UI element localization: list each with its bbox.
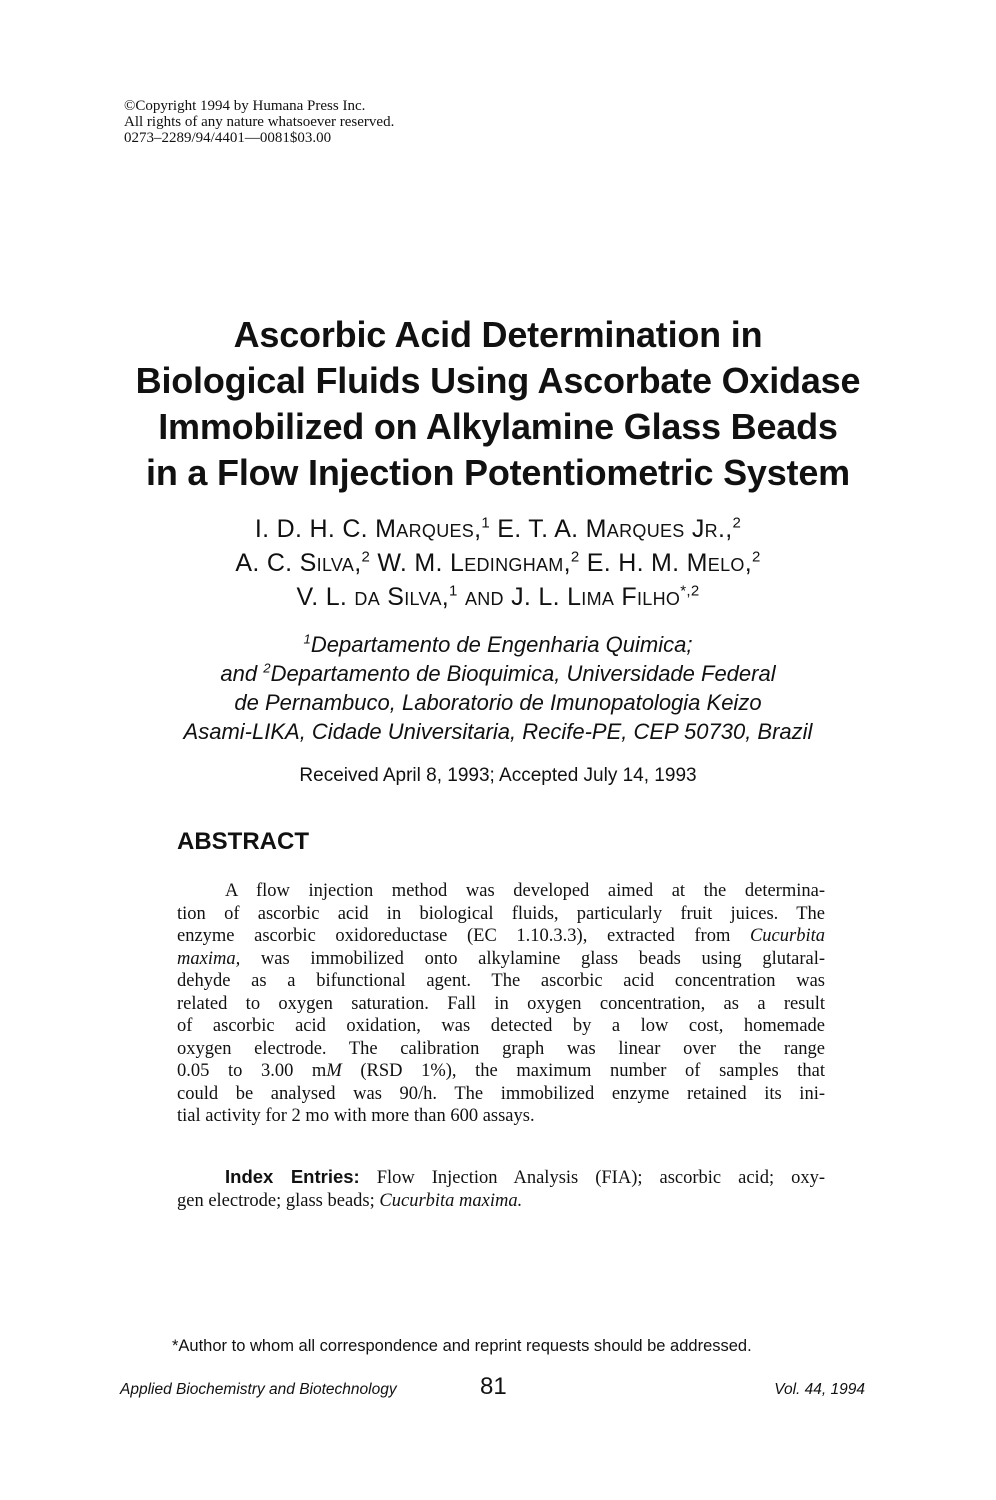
abstract-line: related to oxygen saturation. Fall in oxygen concentration, as a result [177, 993, 825, 1014]
abstract-line: A flow injection method was developed aimed at the determina- [225, 881, 825, 901]
affiliations [0, 630, 996, 746]
rights-line: All rights of any nature whatsoever reserved. [124, 114, 395, 130]
title-line: Biological Fluids Using Ascorbate Oxidase [135, 360, 861, 401]
corresponding-author-footnote: *Author to whom all correspondence and reprint requests should be addressed. [172, 1337, 752, 1355]
author-affiliation-mark: 2 [361, 548, 371, 566]
author-affiliation-mark: 1 [449, 582, 458, 600]
affiliation-line: Departamento de Engenharia Quimica; [310, 632, 693, 657]
author-affiliation-mark: 2 [732, 514, 742, 532]
author-name: V. L. da Silva, [296, 583, 450, 611]
abstract-line: tion of ascorbic acid in biological fluids, particularly fruit juices. The [177, 903, 825, 924]
author-name: E. H. M. Melo, [586, 549, 752, 577]
author-conjunction: and [464, 583, 504, 611]
received-dates: Received April 8, 1993; Accepted July 14, 1993 [299, 765, 697, 786]
journal-name: Applied Biochemistry and Biotechnology [120, 1381, 397, 1398]
index-entries-label: Index Entries: [225, 1166, 360, 1187]
author-affiliation-mark: *,2 [680, 582, 700, 600]
species-name: maxima, [177, 948, 241, 969]
abstract-heading: ABSTRACT [177, 828, 309, 855]
species-name: Cucurbita maxima. [379, 1190, 523, 1211]
abstract-line: 0.05 to 3.00 mM (RSD 1%), the maximum number of samples that [177, 1061, 826, 1081]
affiliation-mark: 2 [263, 660, 271, 676]
author-name: W. M. Ledingham, [377, 549, 571, 577]
author-affiliation-mark: 1 [481, 514, 491, 532]
abstract-line: tial activity for 2 mo with more than 600 assays. [177, 1106, 535, 1126]
index-entries-line: Index Entries: Flow Injection Analysis (FIA); ascorbic acid; oxy- [225, 1166, 825, 1188]
title-line: Immobilized on Alkylamine Glass Beads [158, 406, 838, 447]
author-list [0, 512, 996, 614]
abstract-line: of ascorbic acid oxidation, was detected by a low cost, homemade [177, 1016, 825, 1036]
abstract-line: could be analysed was 90/h. The immobilized enzyme retained its ini- [177, 1083, 825, 1104]
species-name: Cucurbita [749, 926, 825, 946]
copyright-notice [124, 98, 394, 146]
title-line: in a Flow Injection Potentiometric System [146, 452, 850, 493]
page-number: 81 [480, 1373, 507, 1400]
author-affiliation-mark: 2 [570, 548, 580, 566]
index-entries [177, 1166, 825, 1212]
page-footer [120, 1373, 865, 1407]
title-line: Ascorbic Acid Determination in [233, 314, 763, 355]
abstract-line: maxima, was immobilized onto alkylamine glass beads using glutaral- [177, 948, 825, 969]
author-affiliation-mark: 2 [751, 548, 761, 566]
abstract-body [177, 880, 825, 1128]
abstract-line: oxygen electrode. The calibration graph was linear over the range [177, 1038, 825, 1059]
affiliation-line: de Pernambuco, Laboratorio de Imunopatologia Keizo [234, 690, 762, 715]
affiliation-conjunction: and [220, 661, 264, 686]
author-name: E. T. A. Marques Jr., [497, 515, 733, 543]
volume-year: Vol. 44, 1994 [774, 1381, 865, 1398]
author-name: I. D. H. C. Marques, [254, 515, 482, 543]
article-code-line: 0273–2289/94/4401—0081$03.00 [124, 130, 332, 146]
index-entries-line: gen electrode; glass beads; Cucurbita maxima. [177, 1190, 523, 1211]
affiliation-line: Asami-LIKA, Cidade Universitaria, Recife-PE, CEP 50730, Brazil [183, 719, 813, 744]
article-title [0, 312, 996, 496]
abstract-line: dehyde as a bifunctional agent. The ascorbic acid concentration was [177, 971, 825, 991]
abstract-line: enzyme ascorbic oxidoreductase (EC 1.10.3.3), extracted from Cucurbita [177, 926, 825, 946]
affiliation-line: Departamento de Bioquimica, Universidade Federal [270, 661, 776, 686]
corresponding-author-name: J. L. Lima Filho [511, 583, 681, 611]
affiliation-mark: 1 [303, 631, 311, 647]
copyright-line: ©Copyright 1994 by Humana Press Inc. [124, 98, 366, 114]
author-name: A. C. Silva, [235, 549, 362, 577]
